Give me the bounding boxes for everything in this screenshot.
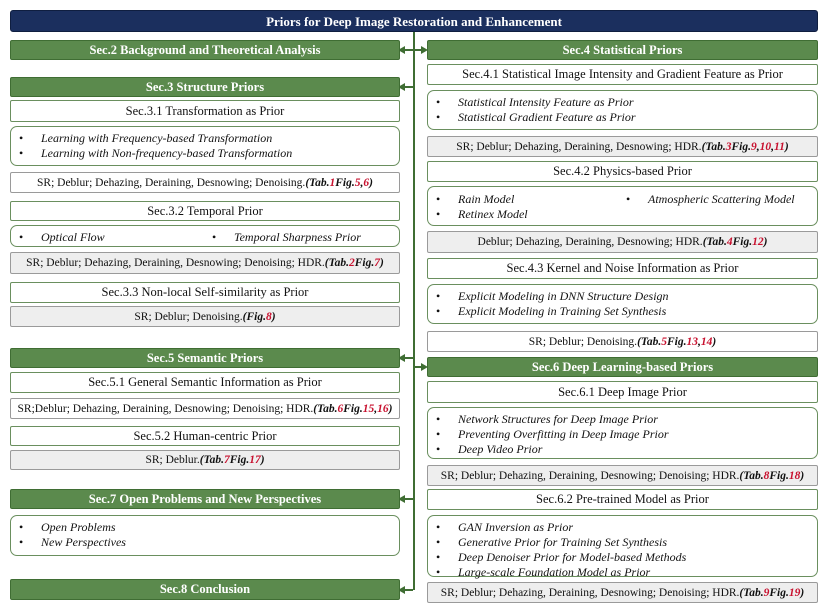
sec4-3-title: Sec.4.3 Kernel and Noise Information as Prior <box>427 258 818 279</box>
sec6-2-title: Sec.6.2 Pre-trained Model as Prior <box>427 489 818 510</box>
sec4-1-reference: SR; Deblur; Dehazing, Deraining, Desnowing; HDR. (Tab. 3 Fig. 9 , 10 , 11 ) <box>427 136 818 157</box>
sec4-1-title: Sec.4.1 Statistical Image Intensity and Gradient Feature as Prior <box>427 64 818 85</box>
list-item: • Atmospheric Scattering Model <box>618 192 795 207</box>
list-item: • Large-scale Foundation Model as Prior <box>428 565 817 580</box>
connector-trunk <box>413 32 415 590</box>
sec3-1-reference: SR; Deblur; Dehazing, Deraining, Desnowing; Denoising. (Tab. 1 Fig. 5 , 6 ) <box>10 172 400 193</box>
sec5-1-title: Sec.5.1 General Semantic Information as Prior <box>10 372 400 393</box>
sec6-header: Sec.6 Deep Learning-based Priors <box>427 357 818 377</box>
sec6-1-reference: SR; Deblur; Dehazing, Deraining, Desnowing; Denoising; HDR. (Tab. 8 Fig. 18 ) <box>427 465 818 486</box>
sec3-1-list <box>10 126 400 166</box>
list-item: • Preventing Overfitting in Deep Image Prior <box>428 427 817 442</box>
diagram-title: Priors for Deep Image Restoration and Enhancement <box>10 10 818 32</box>
sec7-list <box>10 515 400 556</box>
list-item: • Statistical Gradient Feature as Prior <box>428 110 817 125</box>
list-item: • GAN Inversion as Prior <box>428 520 817 535</box>
list-item: • Learning with Non-frequency-based Transformation <box>11 146 399 161</box>
sec4-2-list <box>427 186 818 226</box>
list-item: • Explicit Modeling in Training Set Synthesis <box>428 304 817 319</box>
list-item: • Open Problems <box>11 520 399 535</box>
list-item: • Generative Prior for Training Set Synthesis <box>428 535 817 550</box>
sec7-header: Sec.7 Open Problems and New Perspectives <box>10 489 400 509</box>
list-item: • Learning with Frequency-based Transformation <box>11 131 399 146</box>
sec5-2-title: Sec.5.2 Human-centric Prior <box>10 426 400 446</box>
sec4-2-reference: Deblur; Dehazing, Deraining, Desnowing; HDR. (Tab. 4 Fig. 12 ) <box>427 231 818 253</box>
list-item: • Temporal Sharpness Prior <box>204 230 361 245</box>
sec3-1-title: Sec.3.1 Transformation as Prior <box>10 100 400 122</box>
sec3-header: Sec.3 Structure Priors <box>10 77 400 97</box>
sec5-1-reference: SR;Deblur; Dehazing, Deraining, Desnowing; Denoising; HDR. (Tab. 6 Fig. 15 , 16 ) <box>10 398 400 419</box>
list-item: • Statistical Intensity Feature as Prior <box>428 95 817 110</box>
sec3-2-title: Sec.3.2 Temporal Prior <box>10 201 400 221</box>
sec4-1-list <box>427 90 818 130</box>
list-item: • Explicit Modeling in DNN Structure Design <box>428 289 817 304</box>
sec2-header: Sec.2 Background and Theoretical Analysis <box>10 40 400 60</box>
sec6-2-reference: SR; Deblur; Dehazing, Deraining, Desnowing; Denoising; HDR. (Tab. 9 Fig. 19 ) <box>427 582 818 603</box>
sec3-3-title: Sec.3.3 Non-local Self-similarity as Prior <box>10 282 400 303</box>
sec5-2-reference: SR; Deblur. (Tab. 7 Fig. 17 ) <box>10 450 400 470</box>
sec4-2-title: Sec.4.2 Physics-based Prior <box>427 161 818 182</box>
sec4-header: Sec.4 Statistical Priors <box>427 40 818 60</box>
list-item: • Deep Denoiser Prior for Model-based Methods <box>428 550 817 565</box>
sec5-header: Sec.5 Semantic Priors <box>10 348 400 368</box>
sec6-1-list <box>427 407 818 459</box>
sec3-2-list <box>10 225 400 247</box>
list-item: • New Perspectives <box>11 535 399 550</box>
sec4-3-list <box>427 284 818 324</box>
list-item: • Retinex Model <box>428 207 528 222</box>
sec4-3-reference: SR; Deblur; Denoising. (Tab. 5 Fig. 13 , 14 ) <box>427 331 818 352</box>
sec3-3-reference: SR; Deblur; Denoising. (Fig. 8 ) <box>10 306 400 327</box>
list-item: • Network Structures for Deep Image Prior <box>428 412 817 427</box>
sec6-1-title: Sec.6.1 Deep Image Prior <box>427 381 818 403</box>
list-item: • Deep Video Prior <box>428 442 817 457</box>
list-item: • Rain Model <box>428 192 514 207</box>
sec8-header: Sec.8 Conclusion <box>10 579 400 600</box>
sec3-2-reference: SR; Deblur; Dehazing, Deraining, Desnowing; Denoising; HDR. (Tab. 2 Fig. 7 ) <box>10 252 400 274</box>
sec6-2-list <box>427 515 818 577</box>
list-item: • Optical Flow <box>11 230 105 245</box>
